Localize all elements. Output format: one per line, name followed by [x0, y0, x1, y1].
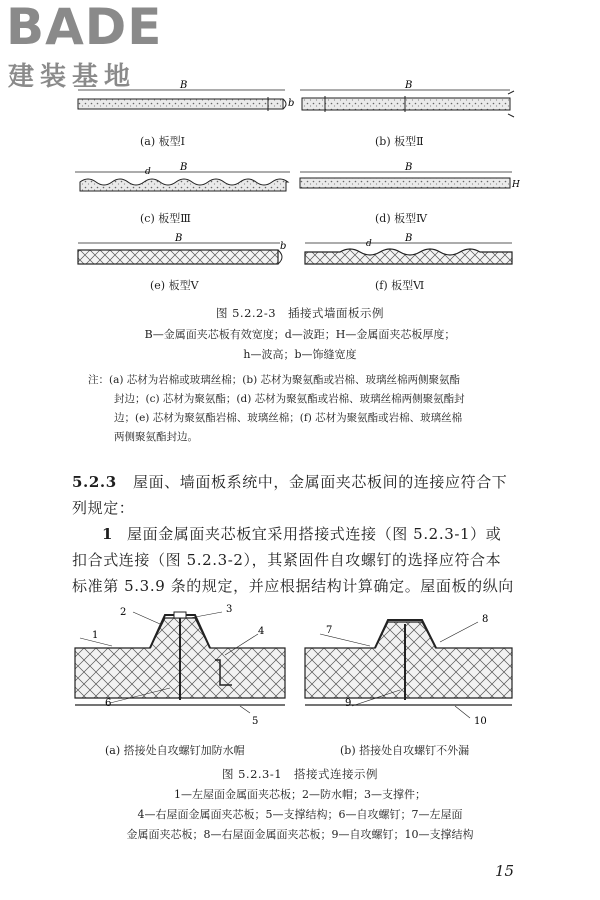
page-number: 15 [495, 862, 515, 880]
panel-type-3-drawing [75, 162, 290, 191]
paragraph-line: 扣合式连接（图 5.2.3-2），其紧固件自攻螺钉的选择应符合本 [72, 551, 502, 569]
caption-panel-a: (a) 板型Ⅰ [140, 135, 185, 148]
caption-lap-a: (a) 搭接处自攻螺钉加防水帽 [105, 744, 245, 757]
label-d: d [145, 167, 151, 177]
figure-legend: 金属面夹芯板；8—右屋面金属面夹芯板；9—自攻螺钉；10—支撑结构 [126, 828, 474, 841]
wall-panel-figure [0, 0, 600, 300]
panel-type-2-drawing [300, 80, 514, 117]
callout-10: 10 [474, 716, 487, 727]
label-d: d [366, 239, 372, 249]
caption-panel-f: (f) 板型Ⅵ [375, 279, 425, 292]
figure-legend: B—金属面夹芯板有效宽度；d—波距；H—金属面夹芯板厚度； [144, 328, 456, 341]
figure-title: 图 5.2.2-3 插接式墙面板示例 [215, 306, 385, 320]
label-b: b [280, 241, 287, 252]
label-B: B [180, 162, 188, 173]
callout-2: 2 [120, 607, 127, 618]
figure-legend: h—波高；b—饰缝宽度 [243, 348, 357, 361]
caption-lap-b: (b) 搭接处自攻螺钉不外漏 [340, 744, 470, 757]
label-H: H [512, 180, 520, 190]
lap-joint-a-drawing [75, 604, 285, 727]
item-number: 1 [102, 525, 114, 543]
callout-7: 7 [326, 625, 333, 636]
callout-1: 1 [92, 630, 99, 641]
section-number: 5.2.3 [72, 473, 117, 491]
lap-joint-b-drawing [305, 614, 512, 727]
caption-panel-c: (c) 板型Ⅲ [140, 212, 191, 225]
label-b: b [288, 98, 295, 109]
paragraph-line: 屋面金属面夹芯板宜采用搭接式连接（图 5.2.3-1）或 [127, 525, 502, 543]
label-B: B [405, 162, 413, 173]
paragraph-line: 标准第 5.3.9 条的规定，并应根据结构计算确定。屋面板的纵向 [72, 577, 514, 595]
figure-title: 图 5.2.3-1 搭接式连接示例 [221, 767, 379, 781]
figure-legend: 1—左屋面金属面夹芯板；2—防水帽；3—支撑件； [174, 788, 426, 801]
callout-5: 5 [252, 716, 259, 727]
figure-legend: 4—右屋面金属面夹芯板；5—支撑结构；6—自攻螺钉；7—左屋面 [137, 808, 463, 821]
callout-9: 9 [345, 698, 352, 709]
figure-note: 边；(e) 芯材为聚氨酯岩棉、玻璃丝棉；(f) 芯材为聚氨酯或岩棉、玻璃丝棉 [114, 412, 463, 424]
panel-type-1-drawing [78, 80, 294, 111]
brand-logo: BADE [6, 0, 163, 56]
callout-6: 6 [105, 698, 112, 709]
section-heading: 屋面、墙面板系统中，金属面夹芯板间的连接应符合下 [133, 473, 508, 491]
label-B: B [405, 233, 413, 244]
callout-4: 4 [258, 626, 265, 637]
label-B: B [180, 80, 188, 91]
panel-type-6-drawing [305, 233, 512, 264]
figure-note: 两侧聚氨酯封边。 [114, 431, 198, 443]
lap-joint-figure [0, 600, 600, 750]
callout-8: 8 [482, 614, 489, 625]
label-B: B [405, 80, 413, 91]
figure-note: 注：(a) 芯材为岩棉或玻璃丝棉；(b) 芯材为聚氨酯或岩棉、玻璃丝棉两侧聚氨酯 [88, 374, 461, 386]
brand-subtitle: 建装基地 [8, 62, 137, 92]
label-B: B [175, 233, 183, 244]
caption-panel-e: (e) 板型Ⅴ [150, 279, 199, 292]
section-heading: 列规定： [72, 499, 135, 517]
caption-panel-d: (d) 板型Ⅳ [375, 212, 428, 225]
callout-3: 3 [226, 604, 233, 615]
panel-type-4-drawing [300, 162, 520, 190]
figure-note: 封边；(c) 芯材为聚氨酯；(d) 芯材为聚氨酯或岩棉、玻璃丝棉两侧聚氨酯封 [114, 393, 465, 405]
caption-panel-b: (b) 板型Ⅱ [375, 135, 424, 148]
panel-type-5-drawing [78, 233, 286, 264]
